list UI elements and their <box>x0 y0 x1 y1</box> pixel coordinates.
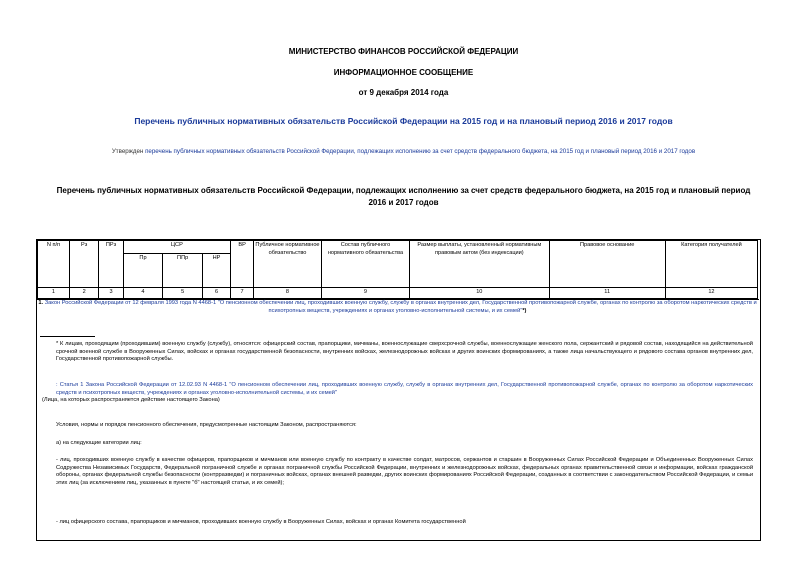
article-1-link[interactable]: : Статья 1 Закона Российской Федерации от 12.02.93 N 4468-1 "О пенсионном обеспечении лиц, проходивших военную службу, службу в органах внутренних дел, Государственной противопожарной службе, органах по контролю за оборотом наркотических средств и психотропных веществ, учреждениях и органах уголовно-исполнительной системы, и их семей" <box>56 382 753 396</box>
col-number: 8 <box>254 288 322 299</box>
col-number: 4 <box>123 288 163 299</box>
col-number: 3 <box>99 288 123 299</box>
row-1-number: 1. <box>38 300 44 306</box>
col-number: 5 <box>163 288 203 299</box>
document-title-link[interactable]: Перечень публичных нормативных обязательств Российской Федерации на 2015 год и на плановый период 2016 и 2017 годов <box>134 116 673 126</box>
row-1-law-link[interactable]: Закон Российской Федерации от 12 февраля 1993 года N 4468-1 "О пенсионном обеспечении лиц, проходивших военную службу, службу в органах внутренних дел, Государственной противопожарной службе, органах по контролю за оборотом наркотических средств и психотропных веществ, учреждениях и органах уголовно-исполнительной системы, и их семей" <box>44 300 757 314</box>
col-number: 9 <box>321 288 409 299</box>
col-number: 11 <box>549 288 665 299</box>
approved-line <box>0 148 807 155</box>
col-header-rz: Рз <box>69 241 98 288</box>
footnote-categories: а) на следующие категории лиц: <box>56 440 142 446</box>
col-header-prz: ПРз <box>99 241 123 288</box>
col-header-recipients: Категория получателей <box>665 241 757 288</box>
col-header-obligation: Публичное нормативное обязательство <box>254 241 322 288</box>
document-type: ИНФОРМАЦИОННОЕ СООБЩЕНИЕ <box>333 68 474 77</box>
col-number: 12 <box>665 288 757 299</box>
col-number: 6 <box>202 288 230 299</box>
document-date: от 9 декабря 2014 года <box>358 88 449 97</box>
ministry-heading: МИНИСТЕРСТВО ФИНАНСОВ РОССИЙСКОЙ ФЕДЕРАЦИИ <box>288 47 519 56</box>
col-header-csr-pr: Пр <box>123 254 163 288</box>
col-number: 1 <box>38 288 70 299</box>
table-row-1 <box>36 299 759 327</box>
footnote-officer-staff: - лиц офицерского состава, прапорщиков и мичманов, проходивших военную службу в Вооруженных Силах, войсках и органах Комитета государственной <box>56 519 466 525</box>
row-1-footnote-mark: *) <box>522 307 527 314</box>
col-header-payment-size: Размер выплаты, установленный нормативным правовым актом (без индексации) <box>410 241 549 288</box>
col-header-composition: Состав публичного нормативного обязательства <box>321 241 409 288</box>
col-header-csr-ppr: ППр <box>163 254 203 288</box>
col-header-csr: ЦСР <box>123 241 230 254</box>
col-header-csr-nr: НР <box>202 254 230 288</box>
col-number: 7 <box>231 288 254 299</box>
col-header-n: N п/п <box>38 241 70 288</box>
footnote-conditions: Условия, нормы и порядок пенсионного обеспечения, предусмотренные настоящим Законом, распространяются: <box>56 422 357 428</box>
approved-prefix: Утвержден <box>111 148 146 155</box>
col-header-legal-basis: Правовое основание <box>549 241 665 288</box>
list-title: Перечень публичных нормативных обязательств Российской Федерации, подлежащих исполнению за счет средств федерального бюджета, на 2015 год и плановый период 2016 и 2017 годов <box>56 186 751 207</box>
footnote-officers: - лиц, проходивших военную службу в качестве офицеров, прапорщиков и мичманов или военную службу по контракту в качестве солдат, матросов, сержантов и старшин в Вооруженных Силах Российской Федерации и Объединенных Вооруженных Силах Содружества Независимых Государств, Федеральной пограничной службе и органах пограничной службы Российской Федерации, внутренних и железнодорожных войсках, федеральных органах правительственной связи и информации, войсках гражданской обороны, органах федеральной службы безопасности (контрразведки) и пограничных войсках, органах внешней разведки, других воинских формированиях Российской Федерации, созданных в соответствии с законодательством Российской Федерации, и семьи этих лиц (за исключением лиц, указанных в пункте "б" настоящей статьи, и их семей); <box>56 457 753 486</box>
obligations-table <box>37 240 758 299</box>
footnote-separator <box>40 336 95 337</box>
footnote-article-1 <box>42 382 753 405</box>
approved-list-link[interactable]: перечень публичных нормативных обязательств Российской Федерации, подлежащих исполнению за счет средств федерального бюджета, на 2015 год и плановый период 2016 и 2017 годов <box>145 148 696 155</box>
footnote-military-persons: * К лицам, проходящим (проходившим) военную службу (службу), относятся: офицерский состав, прапорщики, мичманы, военнослужащие сверхсрочной службы, военнослужащие женского пола, сержантский и рядовой состав, находящийся на действительной срочной военной службе в Вооруженных Силах, войсках и органах государственной безопасности, внутренних войсках, железнодорожных войсках и других воинских формированиях, а также лица начальствующего и рядового состава органов внутренних дел, Государственной противопожарной службы. <box>56 341 753 363</box>
col-header-vr: ВР <box>231 241 254 288</box>
col-number: 10 <box>410 288 549 299</box>
col-number: 2 <box>69 288 98 299</box>
article-1-caption: (Лица, на которых распространяется действие настоящего Закона) <box>42 397 220 404</box>
